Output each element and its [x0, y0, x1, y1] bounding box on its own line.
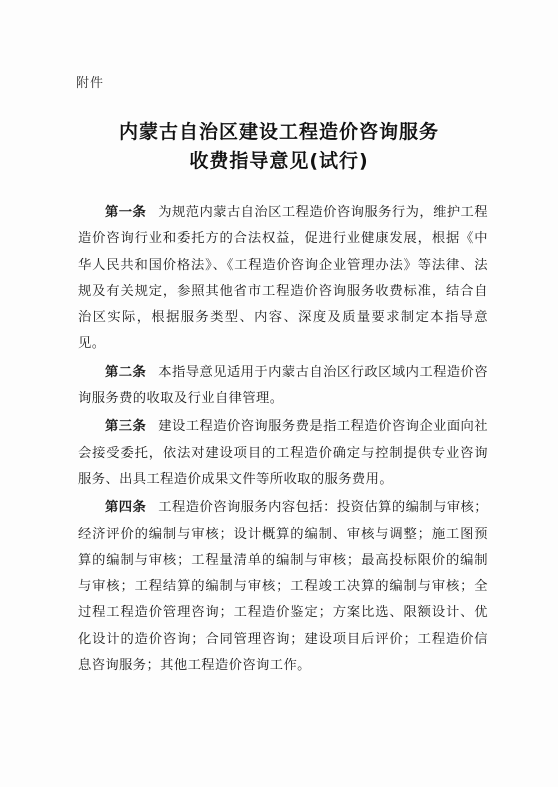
article-label: 第四条 — [105, 500, 147, 516]
article-label: 第三条 — [105, 419, 147, 435]
document-title-line-1: 内蒙古自治区建设工程造价咨询服务 — [118, 121, 439, 143]
attachment-label: 附件 — [76, 76, 105, 91]
article-text: 建设工程造价咨询服务费是指工程造价咨询企业面向社会接受委托，依法对建设项目的工程造价确定与控制提供专业咨询服务、出具工程造价成果文件等所收取的服务费用。 — [78, 419, 488, 487]
article-3 — [78, 414, 488, 493]
article-text: 本指导意见适用于内蒙古自治区行政区域内工程造价咨询服务费的收取及行业自律管理。 — [78, 364, 488, 407]
article-2 — [78, 360, 488, 413]
article-text: 为规范内蒙古自治区工程造价咨询服务行为，维护工程造价咨询行业和委托方的合法权益，促进行业健康发展，根据《中华人民共和国价格法》、《工程造价咨询企业管理办法》等法律、法规及有关规定，参照其他省市工程造价咨询服务收费标准，结合自治区实际，根据服务类型、内容、深度及质量要求制定本指导意见。 — [78, 205, 488, 352]
document-body — [78, 200, 488, 681]
article-4 — [78, 495, 488, 679]
article-1 — [78, 200, 488, 358]
article-label: 第二条 — [105, 364, 147, 380]
article-label: 第一条 — [105, 205, 147, 220]
article-text: 工程造价咨询服务内容包括：投资估算的编制与审核；经济评价的编制与审核；设计概算的编制、审核与调整；施工图预算的编制与审核；工程量清单的编制与审核；最高投标限价的编制与审核；工程结算的编制与审核；工程竣工决算的编制与审核；全过程工程造价管理咨询；工程造价鉴定；方案比选、限额设计、优化设计的造价咨询；合同管理咨询；建设项目后评价；工程造价信息咨询服务；其他工程造价咨询工作。 — [78, 500, 488, 674]
document-title-line-2: 收费指导意见(试行) — [189, 150, 369, 172]
